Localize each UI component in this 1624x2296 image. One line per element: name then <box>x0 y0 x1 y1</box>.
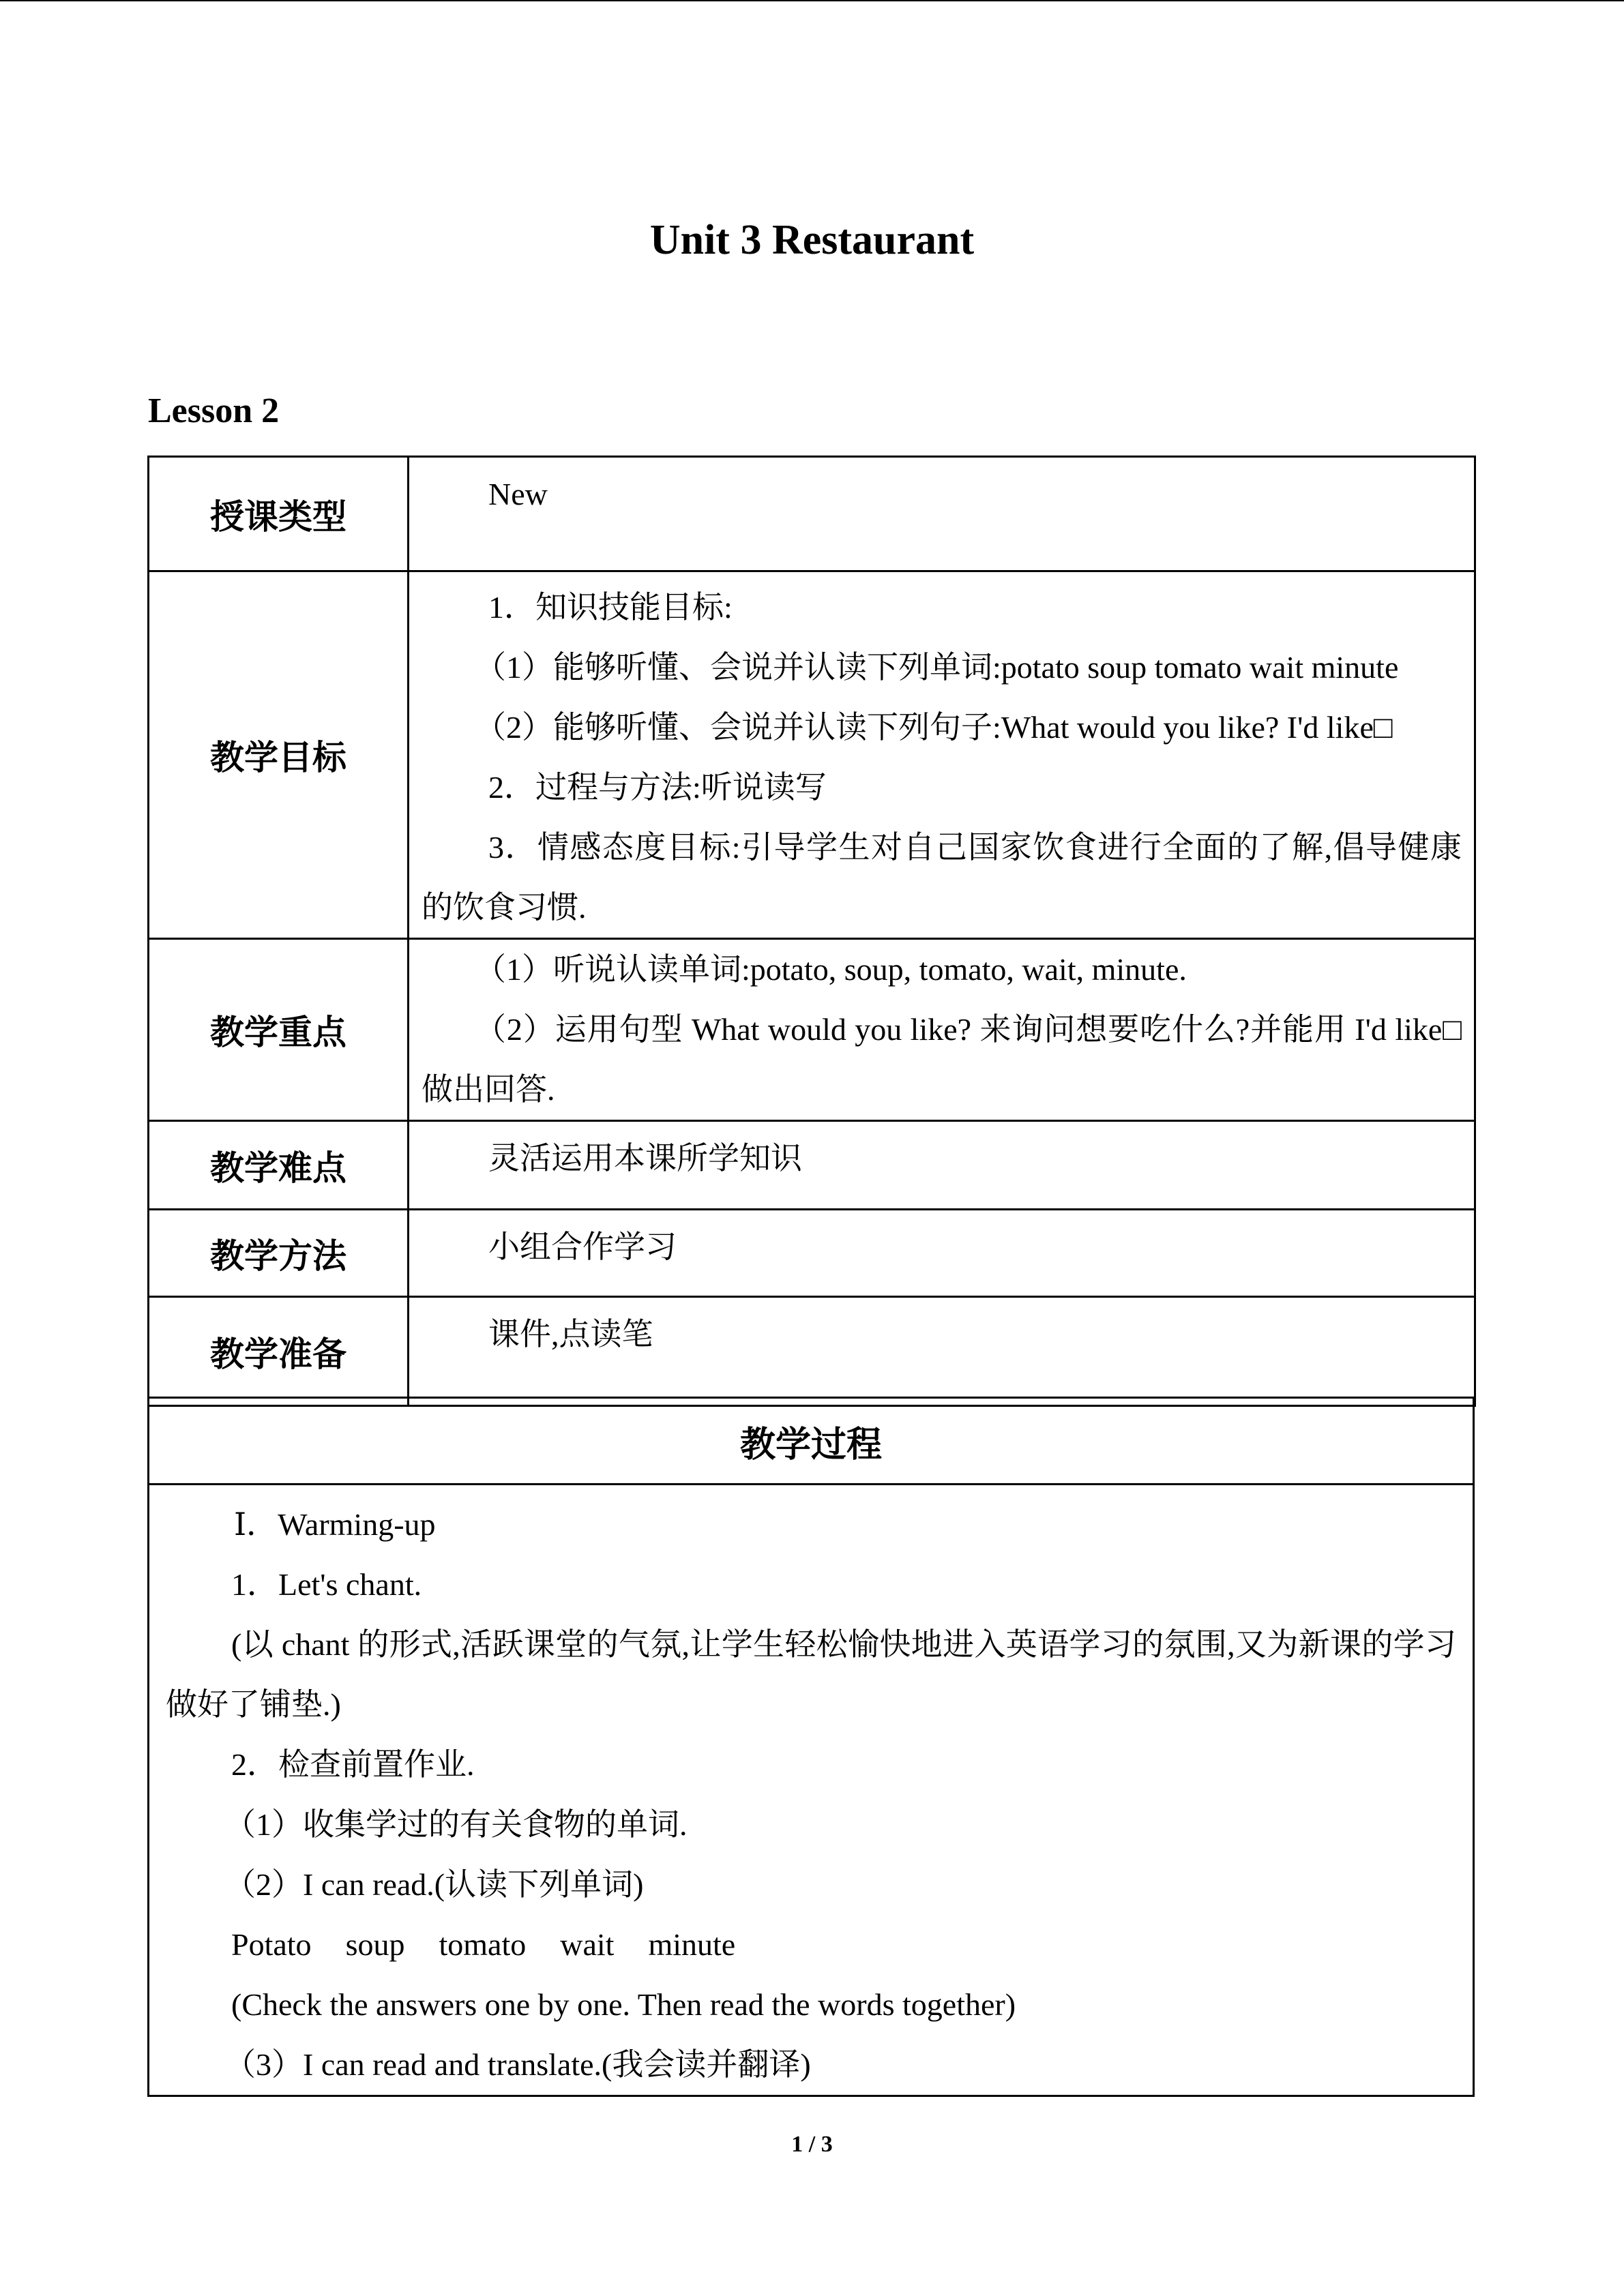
content-line: 1．知识技能目标: <box>488 590 733 625</box>
content-line: Ⅰ．Warming-up <box>234 1507 436 1542</box>
table-row <box>149 571 1475 939</box>
row-label: 教学难点 <box>149 1121 409 1210</box>
row-label: 教学重点 <box>149 939 409 1121</box>
teaching-process-table <box>147 1397 1475 2097</box>
word-item: tomato <box>439 1927 527 1962</box>
content-line: （3）I can read and translate.(我会读并翻译) <box>224 2047 811 2082</box>
word-item: Potato <box>231 1927 312 1962</box>
process-heading: 教学过程 <box>149 1398 1474 1485</box>
table-row <box>149 1297 1475 1406</box>
content-line: (以 chant 的形式,活跃课堂的气氛,让学生轻松愉快地进入英语学习的氛围,又为新课的学习做好了铺垫.) <box>166 1627 1456 1722</box>
row-content <box>409 1210 1475 1297</box>
page-title: Unit 3 Restaurant <box>649 217 975 263</box>
word-item: wait <box>560 1927 615 1962</box>
row-label: 教学方法 <box>149 1210 409 1297</box>
row-label: 授课类型 <box>149 457 409 571</box>
table-row <box>149 1210 1475 1297</box>
content-line: 2．检查前置作业. <box>231 1747 475 1782</box>
content-line: （2）I can read.(认读下列单词) <box>224 1867 644 1902</box>
lesson-heading: Lesson 2 <box>148 391 280 430</box>
content-line: 课件,点读笔 <box>488 1317 653 1352</box>
page-number: 1 / 3 <box>791 2132 833 2157</box>
row-content <box>409 939 1475 1121</box>
content-line: 小组合作学习 <box>488 1229 677 1264</box>
table-row <box>149 1121 1475 1210</box>
table-row <box>149 1398 1474 1485</box>
row-label: 教学准备 <box>149 1297 409 1406</box>
table-row <box>149 457 1475 571</box>
content-line: 3．情感态度目标:引导学生对自己国家饮食进行全面的了解,倡导健康的饮食习惯. <box>422 830 1462 925</box>
table-row <box>149 1485 1474 2096</box>
content-line: (Check the answers one by one. Then read the words together) <box>231 1987 1016 2022</box>
word-list <box>166 1915 1456 1975</box>
content-line: 灵活运用本课所学知识 <box>488 1141 802 1176</box>
content-line: （1）听说认读单词:potato, soup, tomato, wait, minute. <box>475 952 1187 987</box>
row-label: 教学目标 <box>149 571 409 939</box>
row-content <box>409 1297 1475 1406</box>
word-item: minute <box>648 1927 736 1962</box>
content-line: （1）能够听懂、会说并认读下列单词:potato soup tomato wait minute <box>475 650 1399 685</box>
row-content <box>409 1121 1475 1210</box>
content-line: New <box>488 477 548 511</box>
row-content <box>409 571 1475 939</box>
content-line: （2）运用句型 What would you like? 来询问想要吃什么?并能用 I'd like□做出回答. <box>422 1012 1462 1107</box>
top-border-line <box>0 0 1624 1</box>
process-content <box>149 1485 1474 2096</box>
content-line: 2．过程与方法:听说读写 <box>488 770 827 805</box>
content-line: （1）收集学过的有关食物的单词. <box>224 1807 688 1842</box>
content-line: （2）能够听懂、会说并认读下列句子:What would you like? I'd like□ <box>475 710 1393 745</box>
content-line: 1．Let's chant. <box>231 1567 422 1602</box>
word-item: soup <box>345 1927 405 1962</box>
row-content <box>409 457 1475 571</box>
lesson-info-table <box>147 456 1476 1407</box>
table-row <box>149 939 1475 1121</box>
